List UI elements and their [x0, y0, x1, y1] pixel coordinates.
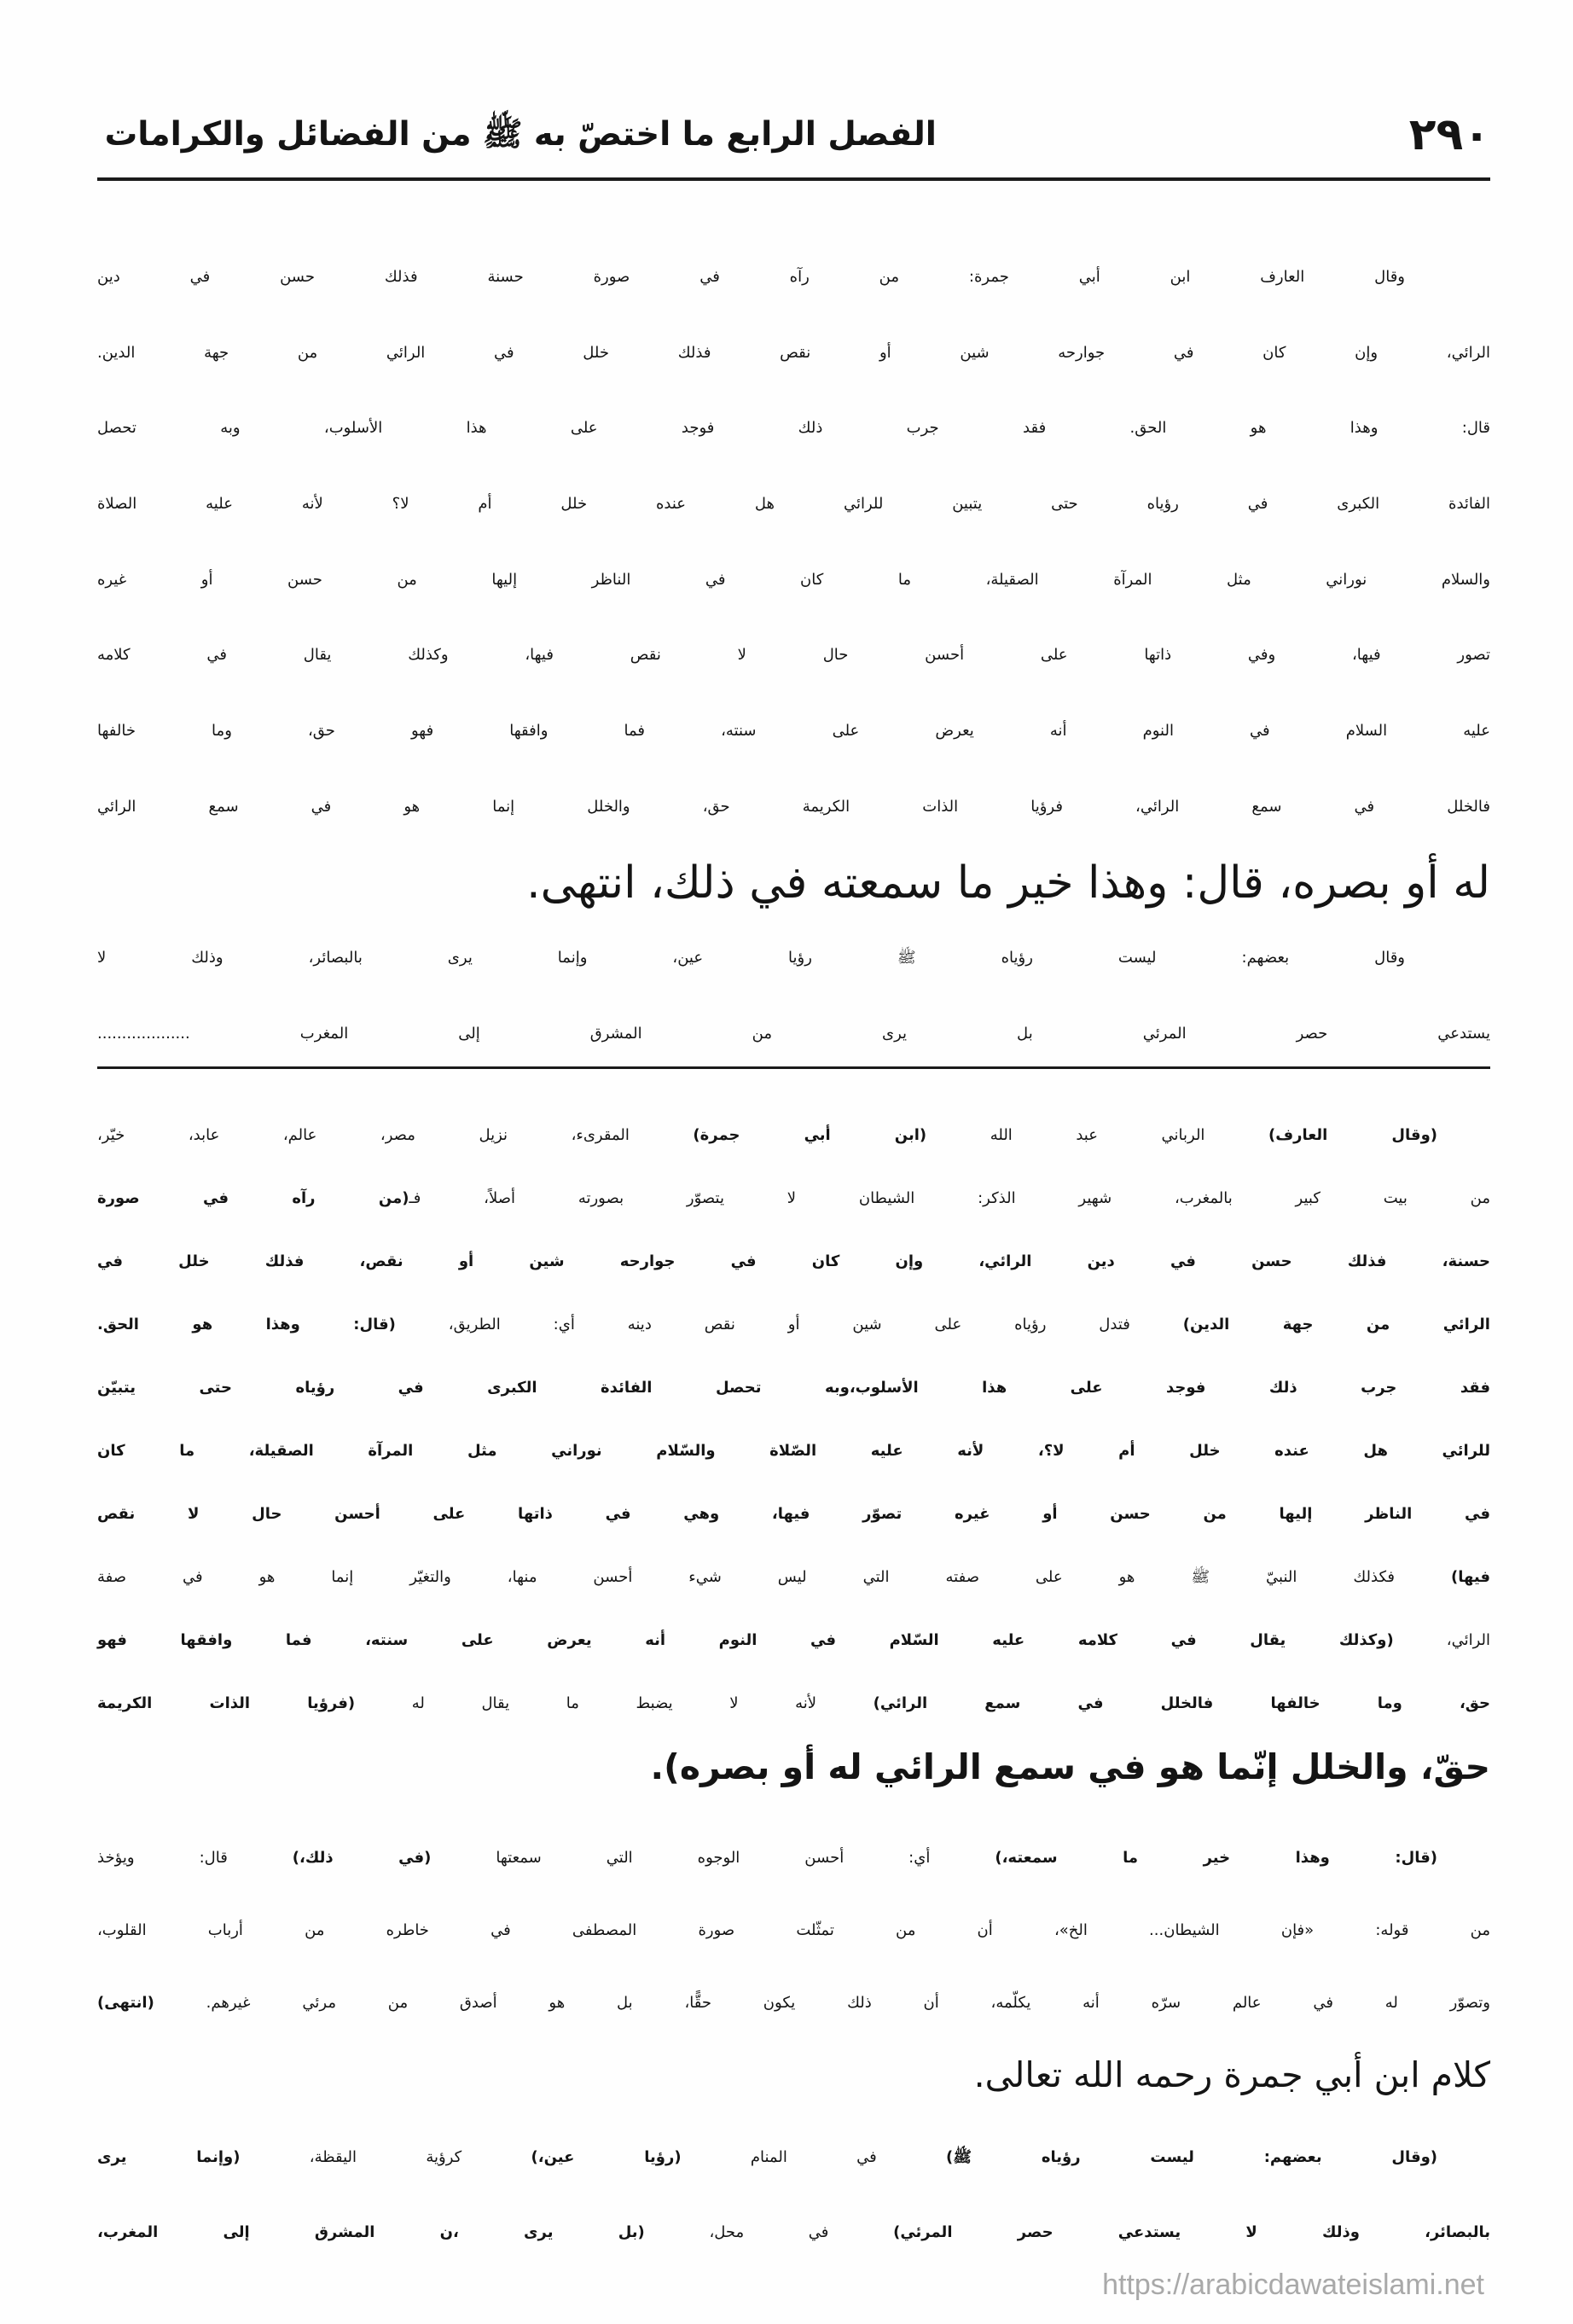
commentary-paragraph — [97, 1821, 1490, 2112]
main-text-line — [97, 391, 1490, 467]
commentary-matn-quote: الرائي من جهة الدين) — [1182, 1316, 1490, 1333]
commentary-matn-quote: (فرؤيا الذات الكريمة — [97, 1694, 356, 1712]
main-text-line-text: وقال العارف ابن أبي جمرة: من رآه في صورة حسنة فذلك حسن في دين — [97, 268, 1405, 286]
commentary-line — [97, 2039, 1490, 2112]
commentary-sharh-text: في محل، — [644, 2223, 894, 2241]
commentary-line-text — [97, 1126, 1437, 1144]
commentary-line — [97, 1821, 1490, 1894]
commentary-line — [97, 1293, 1490, 1357]
main-text-line — [97, 996, 1490, 1072]
main-text-line — [97, 694, 1490, 770]
commentary-line-text — [97, 1189, 1490, 1207]
main-text-line-text: فالخلل في سمع الرائي، فرؤيا الذات الكريمة حق، والخلل إنما هو في سمع الرائي — [97, 797, 1490, 816]
main-text-line-text: قال: وهذا هو الحق. فقد جرب ذلك فوجد على هذا الأسلوب، وبه تحصل — [97, 419, 1490, 438]
commentary-line — [97, 1967, 1490, 2039]
header-divider — [97, 177, 1490, 181]
commentary-matn-quote: (وقال العارف) — [1268, 1126, 1437, 1144]
main-text-paragraph — [97, 240, 1490, 921]
commentary-matn-quote: (ابن أبي جمرة) — [693, 1126, 927, 1144]
commentary-matn-quote: (من رآه في صورة — [97, 1189, 409, 1207]
commentary-line-text — [97, 1316, 1490, 1333]
page-number: ٢٩٠ — [1408, 109, 1490, 160]
commentary-line-text — [97, 1442, 1490, 1460]
commentary-sharh-text: قال: ويؤخذ — [97, 1849, 293, 1867]
commentary-matn-quote: للرائي هل عنده خلل أم لا؟، لأنه عليه الصّلاة والسّلام نوراني مثل المرآة الصقيلة، ما كان — [97, 1442, 1490, 1460]
commentary-matn-quote: (قال: وهذا خير ما سمعته،) — [995, 1849, 1437, 1867]
commentary-sharh-text: فكذلك النبيّ ﷺ هو على صفته التي ليس شيء أحسن منها، والتغيّر إنما هو في صفة — [97, 1568, 1451, 1586]
commentary-line — [97, 1672, 1490, 1735]
main-text-line-text: الرائي، وإن كان في جوارحه شين أو نقص فذلك خلل في الرائي من جهة الدين. — [97, 343, 1490, 362]
commentary-line-text — [97, 1252, 1490, 1270]
commentary-matn-quote: حسنة، فذلك حسن في دين الرائي، وإن كان في جوارحه شين أو نقص، فذلك خلل في — [97, 1252, 1490, 1270]
main-text-line-text: والسلام نوراني مثل المرآة الصقيلة، ما كان في الناظر إليها من حسن أو غيره — [97, 570, 1490, 589]
commentary-matn-quote: (قال: وهذا هو الحق. — [97, 1316, 396, 1333]
commentary-sharh-text: المقرىء، نزيل مصر، عالم، عابد، خيّر، — [97, 1126, 694, 1144]
commentary-sharh-text: في المنام — [681, 2148, 947, 2166]
commentary-line — [97, 1167, 1490, 1230]
commentary-line-text — [97, 1568, 1490, 1586]
commentary-matn-quote: (بل يرى ،ن المشرق إلى المغرب، — [97, 2223, 645, 2241]
commentary-line-text — [97, 2223, 1490, 2241]
commentary-line — [97, 1609, 1490, 1672]
main-text-line — [97, 240, 1490, 316]
commentary-matn-quote: (وقال بعضهم: ليست رؤياه ﷺ) — [946, 2148, 1438, 2166]
main-text-line-text: عليه السلام في النوم أنه يعرض على سنته، فما وافقها فهو حق، وما خالفها — [97, 722, 1490, 741]
commentary-matn-quote: (وإنما يرى — [97, 2148, 241, 2166]
commentary-matn-quote: (رؤيا عين،) — [531, 2148, 682, 2166]
commentary-line-text — [97, 1994, 1490, 2012]
commentary-line — [97, 1357, 1490, 1420]
commentary-matn-quote: فيها) — [1450, 1568, 1490, 1586]
main-text-line-text: له أو بصره، قال: وهذا خير ما سمعته في ذلك، انتهى. — [526, 857, 1490, 909]
commentary-matn-quote: بالبصائر، وذلك لا يستدعي حصر المرئي) — [893, 2223, 1491, 2241]
commentary-paragraph — [97, 1104, 1490, 1798]
commentary-sharh-text: من قوله: «فإن الشيطان... الخ»، أن من تمثّلت صورة المصطفى في خاطره من أرباب القلوب، — [97, 1921, 1490, 1939]
commentary-sharh-text: أي: أحسن الوجوه التي سمعتها — [431, 1849, 995, 1867]
main-text-line — [97, 618, 1490, 694]
chapter-header-title — [94, 102, 937, 167]
main-text-line-text: يستدعي حصر المرئي بل يرى من المشرق إلى المغرب ................... — [97, 1024, 1490, 1043]
main-text-line-text: الفائدة الكبرى في رؤياه حتى يتبين للرائي هل عنده خلل أم لا؟ لأنه عليه الصلاة — [97, 495, 1490, 514]
main-text-paragraph — [97, 921, 1490, 1072]
commentary-line — [97, 1230, 1490, 1293]
commentary-sharh-text: فتدل رؤياه على شين أو نقص دينه أي: الطريق، — [395, 1316, 1183, 1333]
commentary-line-text — [651, 1746, 1490, 1787]
commentary-matn-quote: (انتهى) — [97, 1994, 154, 2012]
chapter-header-title-text: الفصل الرابع ما اختصّ به ﷺ من الفضائل والكرامات — [104, 115, 937, 154]
commentary-line-text — [97, 1921, 1490, 1939]
main-text-divider — [97, 1066, 1490, 1069]
commentary-line — [97, 2195, 1490, 2270]
main-text-line — [97, 770, 1490, 845]
commentary-matn-quote: فقد جرب ذلك فوجد على هذا الأسلوب،وبه تحصل الفائدة الكبرى في رؤياه حتى يتبيّن — [97, 1379, 1490, 1397]
main-text-line-text: وقال بعضهم: ليست رؤياه ﷺ رؤيا عين، وإنما يرى بالبصائر، وذلك لا — [97, 949, 1405, 967]
commentary-sharh-text: الرائي، — [1393, 1631, 1490, 1649]
main-text — [97, 240, 1490, 1072]
commentary-line — [97, 1483, 1490, 1546]
commentary-line-text — [97, 2148, 1437, 2166]
main-text-line — [97, 921, 1490, 996]
commentary-paragraph — [97, 2120, 1490, 2270]
commentary-sharh-text: لأنه لا يضبط ما يقال له — [355, 1694, 874, 1712]
commentary-line — [97, 1104, 1490, 1167]
commentary-matn-quote: حق، وما خالفها فالخلل في سمع الرائي) — [873, 1694, 1490, 1712]
main-text-line — [97, 316, 1490, 392]
commentary-matn-quote: (في ذلك،) — [292, 1849, 432, 1867]
commentary-sharh-text: كرؤية اليقظة، — [240, 2148, 531, 2166]
commentary-line-text — [97, 1505, 1490, 1523]
commentary-matn-quote: (وكذلك يقال في كلامه عليه السّلام في النوم أنه يعرض على سنته، فما وافقها فهو — [97, 1631, 1394, 1649]
commentary-line — [97, 1735, 1490, 1798]
commentary-line-text — [97, 1631, 1490, 1649]
commentary-sharh-text: وتصوّر له في عالم سرّه أنه يكلّمه، أن ذلك يكون حقًّا، بل هو أصدق من مرئي غيرهم. — [154, 1994, 1490, 2012]
commentary-line-text — [97, 1694, 1490, 1712]
commentary-line — [97, 2120, 1490, 2195]
source-watermark: https://arabicdawateislami.net — [1102, 2269, 1484, 2301]
main-text-line — [97, 845, 1490, 921]
commentary-sharh-text: من بيت كبير بالمغرب، شهير الذكر: الشيطان لا يتصوّر بصورته أصلاً، فـ — [409, 1189, 1490, 1207]
commentary-matn-quote: في الناظر إليها من حسن أو غيره تصوّر فيها، وهي في ذاتها على أحسن حال لا نقص — [97, 1505, 1490, 1523]
main-text-line — [97, 467, 1490, 543]
main-text-line-text: تصور فيها، وفي ذاتها على أحسن حال لا نقص فيها، وكذلك يقال في كلامه — [97, 646, 1490, 665]
commentary-line-text — [97, 1379, 1490, 1397]
main-text-line — [97, 543, 1490, 619]
commentary-line — [97, 1420, 1490, 1483]
commentary-line — [97, 1546, 1490, 1609]
commentary-sharh-text: الرباني عبد الله — [926, 1126, 1268, 1144]
commentary-sharh-text: كلام ابن أبي جمرة رحمه الله تعالى. — [973, 2054, 1490, 2095]
commentary-line-text — [974, 2054, 1490, 2095]
commentary-matn-quote: حقّ، والخلل إنّما هو في سمع الرائي له أو بصره). — [650, 1746, 1490, 1787]
commentary-line — [97, 1894, 1490, 1967]
commentary-line-text — [97, 1849, 1437, 1867]
